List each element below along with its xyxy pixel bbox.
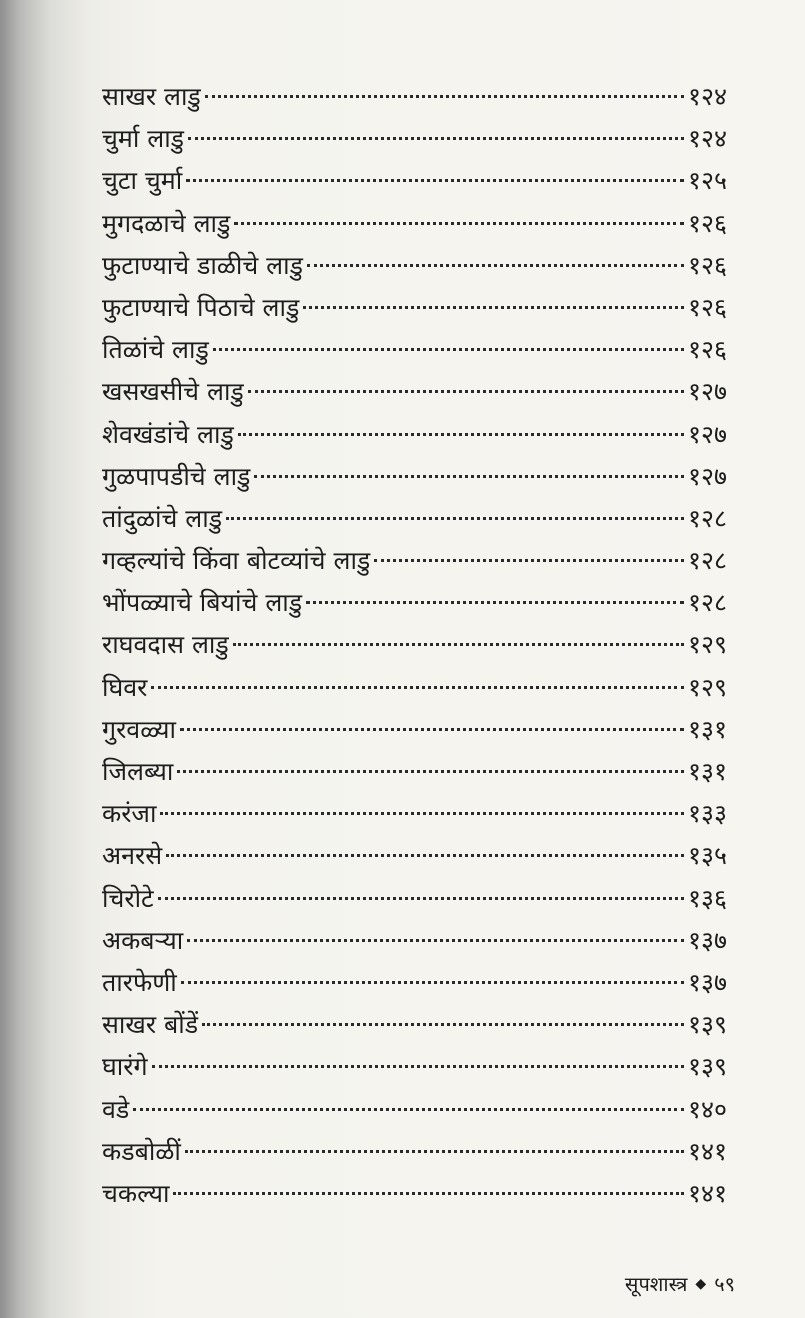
toc-entry-page: १३१ [687, 757, 727, 786]
toc-entry [102, 329, 727, 371]
toc-entry-page: १३७ [687, 925, 727, 955]
toc-entry-title: चुर्मा लाडु [102, 124, 185, 154]
toc-entry [102, 667, 727, 709]
toc-entry-title: अकबऱ्या [102, 925, 184, 955]
toc-entry-title: गुळपापडीचे लाडु [102, 461, 251, 491]
toc-entry-title: तारफेणी [102, 967, 177, 997]
dot-leader [188, 137, 684, 140]
toc-entry-page: १३६ [687, 883, 727, 913]
toc-entry-title: वडे [102, 1094, 130, 1124]
toc-entry-page: १२९ [687, 672, 727, 702]
dot-leader [213, 348, 684, 351]
toc-entry-title: मुगदळाचे लाडु [102, 208, 231, 238]
footer-book-title: सूपशास्त्र [624, 1272, 688, 1296]
dot-leader [181, 981, 684, 984]
footer-page-number: ५९ [714, 1272, 735, 1296]
dot-leader [254, 475, 684, 478]
toc-entry [102, 245, 727, 287]
toc-entry [102, 203, 727, 245]
toc-entry-page: १२८ [687, 546, 727, 576]
toc-entry-title: घारंगे [102, 1052, 148, 1082]
toc-entry-title: साखर बोंडें [102, 1010, 199, 1040]
toc-entry [102, 160, 727, 202]
dot-leader [160, 812, 684, 815]
toc-entry-title: चुटा चुर्मा [102, 166, 183, 196]
dot-leader [238, 433, 684, 436]
toc-entry-title: चिरोटे [102, 883, 154, 913]
toc-entry-title: फुटाण्याचे पिठाचे लाडु [102, 292, 300, 322]
toc-entry-page: १३५ [687, 841, 727, 871]
toc-entry [102, 456, 727, 498]
dot-leader [307, 264, 684, 267]
toc-entry-page: १२६ [687, 335, 727, 365]
dot-leader [306, 601, 684, 604]
dot-leader [374, 559, 684, 562]
toc-entry-title: साखर लाडु [102, 82, 201, 111]
dot-leader [248, 390, 684, 393]
toc-entry-page: १३३ [687, 799, 727, 829]
dot-leader [303, 306, 684, 309]
toc-entry-title: करंजा [102, 799, 157, 829]
dot-leader [166, 854, 684, 857]
toc-entry [102, 920, 727, 962]
diamond-separator-icon: ◆ [695, 1275, 707, 1292]
toc-entry [102, 878, 727, 920]
toc-entry-page: १२६ [687, 250, 727, 280]
toc-entry-title: राघवदास लाडु [102, 630, 229, 660]
toc-entry-page: १३७ [687, 967, 727, 997]
toc-entry [102, 287, 727, 329]
toc-entry-title: फुटाण्याचे डाळीचे लाडु [102, 250, 303, 280]
dot-leader [234, 222, 684, 225]
toc-entry [102, 624, 727, 666]
toc-entry-page: १२४ [687, 124, 727, 154]
toc-entry [102, 793, 727, 835]
toc-entry [102, 414, 727, 456]
dot-leader [151, 686, 684, 689]
toc-entry [102, 540, 727, 582]
toc-entry-page: १२४ [687, 82, 727, 111]
dot-leader [185, 1150, 684, 1153]
toc-entry-title: खसखसीचे लाडु [102, 377, 244, 407]
toc-entry [102, 835, 727, 877]
toc-entry [102, 1004, 727, 1046]
dot-leader [233, 643, 684, 646]
dot-leader [173, 1192, 684, 1195]
toc-entry-title: शेवखंडांचे लाडु [102, 419, 234, 449]
page-footer [625, 1270, 735, 1297]
toc-entry-page: १२९ [687, 630, 727, 660]
toc-entry-title: कडबोळीं [102, 1136, 181, 1166]
toc-entry-page: १३९ [687, 1010, 727, 1040]
toc-entry-page: १४० [687, 1094, 727, 1124]
dot-leader [180, 728, 684, 731]
toc-entry-page: १२८ [687, 588, 727, 618]
toc-entry-title: तांदुळांचे लाडु [102, 503, 223, 533]
dot-leader [226, 517, 684, 520]
toc-entry [102, 118, 727, 160]
toc-entry-title: गुरवळ्या [102, 714, 176, 744]
toc-entry-title: भोंपळ्याचे बियांचे लाडु [102, 588, 303, 618]
toc-entry [102, 498, 727, 540]
toc-entry-title: अनरसे [102, 841, 163, 871]
dot-leader [152, 1065, 684, 1068]
toc-entry-page: १२५ [687, 166, 727, 196]
toc-entry [102, 1089, 727, 1131]
toc-entry [102, 76, 727, 118]
dot-leader [187, 939, 684, 942]
toc-entry-page: १३१ [687, 714, 727, 744]
toc-entry-page: १२६ [687, 292, 727, 322]
toc-entry-title: गव्हल्यांचे किंवा बोटव्यांचे लाडु [102, 546, 371, 576]
toc-entry-page: १२६ [687, 208, 727, 238]
toc-entry [102, 1173, 727, 1215]
toc-entry-page: १३९ [687, 1052, 727, 1082]
toc-entry-page: १२८ [687, 503, 727, 533]
toc-entry [102, 1131, 727, 1173]
dot-leader [186, 179, 684, 182]
toc-entry-page: १२७ [687, 419, 727, 449]
dot-leader [133, 1108, 684, 1111]
table-of-contents [102, 76, 727, 1215]
toc-entry [102, 962, 727, 1004]
dot-leader [158, 897, 684, 900]
toc-entry-title: तिळांचे लाडु [102, 335, 209, 365]
toc-entry [102, 371, 727, 413]
toc-entry-title: जिलब्या [102, 757, 174, 786]
toc-entry [102, 582, 727, 624]
dot-leader [202, 1023, 684, 1026]
toc-entry [102, 709, 727, 751]
toc-entry [102, 751, 727, 793]
toc-entry-title: घिवर [102, 672, 148, 702]
dot-leader [177, 770, 684, 773]
toc-entry [102, 1046, 727, 1088]
dot-leader [205, 95, 684, 98]
toc-entry-page: १४१ [687, 1178, 727, 1208]
toc-entry-page: १२७ [687, 377, 727, 407]
toc-entry-title: चकल्या [102, 1178, 170, 1208]
toc-entry-page: १४१ [687, 1136, 727, 1166]
toc-entry-page: १२७ [687, 461, 727, 491]
